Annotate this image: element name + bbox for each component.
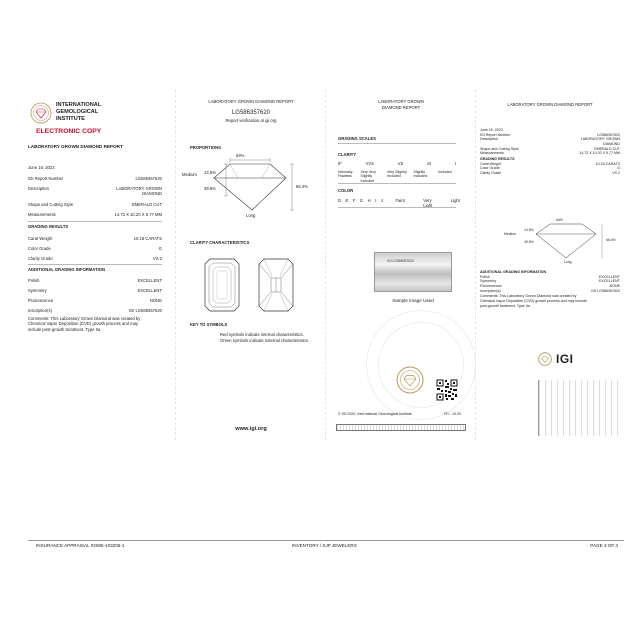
mini-prop-pavilion: 49.5% <box>524 240 534 244</box>
mini-date: June 16, 2023 <box>480 128 503 132</box>
prop-girdle-label: Medium <box>182 172 197 177</box>
grading-row <box>28 256 162 261</box>
additional-label: Inscription(s) <box>28 308 52 313</box>
clarity-grade: VS <box>397 161 404 166</box>
mini-proportions-diagram <box>520 218 612 266</box>
igi-gold-seal-icon <box>396 366 424 394</box>
report-number: LG586357620 <box>231 110 271 116</box>
mini-grading-row <box>480 171 620 176</box>
grading-value: G <box>158 246 162 251</box>
clarity-desc: Internally Flawless <box>338 170 353 179</box>
mini-grading-value: 10.18 CARATS <box>595 161 620 166</box>
mini-prop-table: 64% <box>556 218 563 222</box>
field-row <box>28 186 162 197</box>
grading-value: 10.18 CARATS <box>133 236 162 241</box>
mini-field-label: Description <box>480 137 498 142</box>
clarity-desc: Included <box>438 170 452 174</box>
mini-field-label: Shape and Cutting Style <box>480 146 519 151</box>
mini-field-value: LABORATORY GROWN DIAMOND <box>580 137 620 147</box>
color-grade: H <box>367 198 371 203</box>
igi-seal-logo-icon <box>30 102 52 124</box>
color-grade: E <box>345 198 349 203</box>
panel-header: LABORATORY GROWN DIAMOND REPORT <box>208 99 294 104</box>
additional-value: IGI LG586357620 <box>128 308 162 313</box>
mini-grading-label: Carat Weight <box>480 161 501 166</box>
clarity-grade: I <box>454 161 456 166</box>
color-grade: D <box>338 198 342 203</box>
key-line-green: Green symbols indicate external characteristics. <box>220 338 309 343</box>
footer-appraisal-number: INSURANCE APPRAISAL #2085-103206-1 <box>36 543 125 548</box>
form-code: FD - 10.20 <box>444 412 461 416</box>
org-name-line2: GEMOLOGICAL <box>56 109 99 115</box>
sample-inscription-text: IGI LG586357620 <box>387 259 414 263</box>
mini-field-value: EMERALD CUT <box>594 146 620 151</box>
grading-label: Clarity Grade <box>28 256 53 261</box>
field-value: LABORATORY GROWN DIAMOND <box>116 186 162 197</box>
mini-field-value: LG586357620 <box>597 132 620 137</box>
clarity-grade: VVS <box>365 161 374 166</box>
clarity-grade: IF <box>338 161 342 166</box>
mini-grading-label: Clarity Grade <box>480 171 502 176</box>
divider <box>28 264 162 265</box>
clarity-desc: Very Slightly Included <box>387 170 407 179</box>
clarity-characteristics-heading: CLARITY CHARACTERISTICS <box>190 240 250 245</box>
mini-prop-depth: 66.4% <box>606 238 616 242</box>
mini-grading-heading: GRADING RESULTS <box>480 157 515 162</box>
clarity-desc: Very Very Slightly Included <box>360 170 376 183</box>
mini-additional-label: Polish <box>480 274 490 279</box>
mini-prop-girdle: Medium <box>504 232 517 236</box>
mini-additional-value: NONE <box>609 284 620 289</box>
key-to-symbols-heading: KEY TO SYMBOLS <box>190 322 228 327</box>
field-value: 14.72 X 10.20 X 6.77 MM <box>114 212 162 217</box>
field-row <box>28 212 162 217</box>
additional-row <box>28 308 162 313</box>
prop-culet-label: Long <box>246 213 256 218</box>
additional-label: Fluorescence <box>28 298 54 303</box>
copyright-text: © IGI 2020, International Gemological Institute <box>338 412 412 416</box>
grading-scales-heading: GRADING SCALES <box>338 136 376 141</box>
prop-depth-label: 66.4% <box>296 184 308 189</box>
field-label: Measurements <box>28 212 56 217</box>
color-grade: F <box>352 198 356 203</box>
additional-label: Symmetry <box>28 288 47 293</box>
grading-results-heading: GRADING RESULTS <box>28 224 69 229</box>
igi-logo-text: IGI <box>556 352 574 366</box>
mini-additional-label: Inscription(s) <box>480 288 501 293</box>
prop-table-label: 64% <box>236 153 245 158</box>
color-scale-label: COLOR <box>338 188 354 193</box>
mini-additional-value: EXCELLENT <box>599 274 620 279</box>
igi-website: www.igi.org <box>235 426 267 432</box>
field-label: Description <box>28 186 49 191</box>
mini-field-label: Measurements <box>480 151 504 156</box>
color-grade: I <box>375 198 377 203</box>
color-grade: G <box>359 198 364 203</box>
mini-additional-value: EXCELLENT <box>599 279 620 284</box>
clarity-grade: SI <box>427 161 432 166</box>
clarity-grade-row <box>338 161 456 166</box>
color-desc: Faint <box>395 198 405 203</box>
mini-prop-crown: 14.5% <box>524 228 534 232</box>
igi-logo-seal-icon <box>538 352 552 366</box>
field-row <box>28 202 162 207</box>
mini-grading-value: G <box>617 166 620 171</box>
mini-additional-label: Symmetry <box>480 279 497 284</box>
appraisal-footer <box>28 540 624 550</box>
field-label: Shape and Cutting Style <box>28 202 74 207</box>
clarity-scale-label: CLARITY <box>338 152 357 157</box>
color-desc: Very Light <box>423 198 433 209</box>
mini-field-label: IGI Report Number <box>480 132 511 137</box>
report-summary-panel <box>26 90 176 440</box>
grading-row <box>28 246 162 251</box>
mini-field-row <box>480 151 620 156</box>
sample-image-caption: Sample Image Used <box>392 298 434 303</box>
divider <box>338 143 456 144</box>
mini-prop-culet: Long <box>564 260 572 264</box>
sample-inscription-image <box>374 252 452 292</box>
verification-text: Report verification at igi.org <box>225 118 277 123</box>
emerald-cut-pavilion-view-diagram <box>258 258 294 312</box>
additional-value: EXCELLENT <box>137 288 162 293</box>
mini-additional-heading: ADDITIONAL GRADING INFORMATION <box>480 270 547 274</box>
divider <box>338 183 456 184</box>
key-line-red: Red symbols indicate internal characteristics. <box>220 332 304 337</box>
grading-label: Color Grade <box>28 246 51 251</box>
mini-additional-label: Fluorescence <box>480 284 502 289</box>
grading-row <box>28 236 162 241</box>
mini-field-value: 14.72 X 10.20 X 6.77 MM <box>579 151 620 156</box>
panel-header: LABORATORY GROWN DIAMOND REPORT <box>507 102 593 107</box>
field-value: EMERALD CUT <box>131 202 162 207</box>
mini-grading-value: VS 2 <box>612 171 620 176</box>
footer-page-number: PAGE 3 OF 3 <box>590 543 618 548</box>
additional-row <box>28 298 162 303</box>
prop-crown-label: 14.5% <box>204 170 216 175</box>
mini-report-block <box>480 128 620 176</box>
prop-pavilion-label: 49.5% <box>204 186 216 191</box>
additional-label: Polish <box>28 278 40 283</box>
field-value: LG586357620 <box>135 176 162 181</box>
proportions-heading: PROPORTIONS <box>190 145 221 150</box>
grading-value: VS 2 <box>152 256 162 261</box>
additional-row <box>28 288 162 293</box>
mini-additional-row <box>480 289 620 294</box>
electronic-copy-label: ELECTRONIC COPY <box>36 128 102 135</box>
panel-header-line1: LABORATORY GROWN <box>378 99 424 104</box>
mini-comments: Comments: This Laboratory Grown Diamond was created by Chemical Vapor Deposition (CVD) growth process and may include post-growth treatment. Type IIa <box>480 294 587 308</box>
field-row <box>28 176 162 181</box>
report-title: LABORATORY GROWN DIAMOND REPORT <box>28 144 123 149</box>
color-desc: Light <box>450 198 460 203</box>
clarity-desc-row <box>338 170 456 183</box>
clarity-desc: Slightly Included <box>413 170 428 179</box>
panel-header-line2: DIAMOND REPORT <box>381 105 421 110</box>
additional-info-heading: ADDITIONAL GRADING INFORMATION <box>28 267 106 272</box>
emerald-cut-top-view-diagram <box>204 258 240 312</box>
comments-text: Comments: This Laboratory Grown Diamond was created by Chemical Vapor Deposition (CVD) growth process and may include post-growth treatment. Type IIa <box>28 316 141 332</box>
additional-value: EXCELLENT <box>137 278 162 283</box>
reduced-report-panel <box>476 90 624 440</box>
additional-row <box>28 278 162 283</box>
org-name-line3: INSTITUTE <box>56 116 85 122</box>
divider <box>28 221 162 222</box>
mini-field-row <box>480 137 620 146</box>
mini-grading-label: Color Grade <box>480 166 500 171</box>
security-strip <box>336 424 466 431</box>
color-grade: J <box>380 198 383 203</box>
proportions-panel <box>176 90 326 440</box>
field-label: IGI Report Number <box>28 176 64 181</box>
additional-value: NONE <box>149 298 162 303</box>
grading-label: Carat Weight <box>28 236 53 241</box>
rotated-fine-print <box>536 380 620 436</box>
org-name-line1: INTERNATIONAL <box>56 102 102 108</box>
divider <box>338 207 456 208</box>
mini-additional-block <box>480 270 620 308</box>
report-date: June 16, 2023 <box>28 165 55 170</box>
mini-additional-value: IGI LG586357620 <box>591 288 620 293</box>
igi-report-sheet <box>26 90 624 440</box>
fine-print-rule <box>538 380 539 436</box>
footer-inventory: INVENTORY / SJP JEWELERS <box>292 543 357 548</box>
qr-code-icon[interactable] <box>436 379 458 401</box>
grading-scales-panel <box>326 90 476 440</box>
